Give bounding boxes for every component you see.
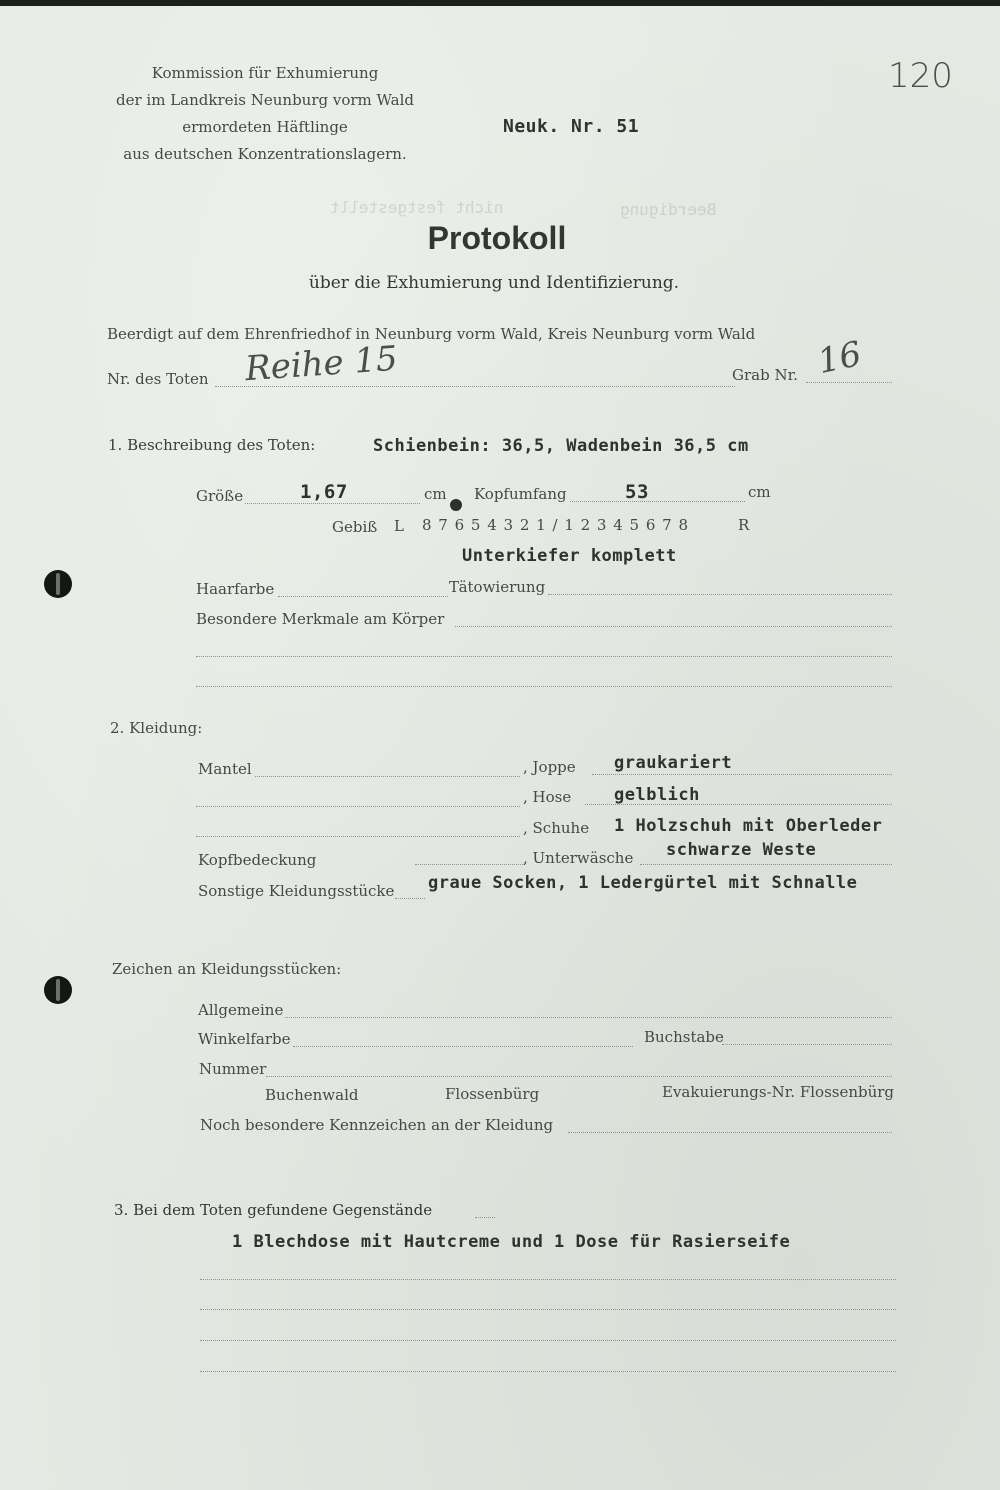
fill-line <box>278 596 448 597</box>
grave-number-value: 16 <box>814 333 865 383</box>
page-subtitle: über die Exhumierung und Identifizierung. <box>308 273 680 293</box>
trousers-label: , Hose <box>523 788 572 806</box>
teeth-left-marker: L <box>394 517 404 535</box>
commission-line: der im Landkreis Neunburg vorm Wald <box>115 91 415 109</box>
fill-line <box>255 776 520 777</box>
size-value: 1,67 <box>300 481 348 503</box>
fill-line <box>245 503 420 504</box>
head-value: 53 <box>625 481 649 503</box>
fill-line <box>200 1371 896 1372</box>
fill-line <box>722 1044 892 1045</box>
dead-number-label: Nr. des Toten <box>107 370 209 388</box>
fill-line <box>196 806 520 807</box>
shoes-value: 1 Holzschuh mit Oberleder <box>614 816 883 836</box>
head-label: Kopfumfang <box>474 485 567 503</box>
commission-line: ermordeten Häftlinge <box>182 118 348 136</box>
fill-line <box>415 864 525 865</box>
bleed-through-text: nicht festgestellt <box>330 198 504 217</box>
section2-heading: 2. Kleidung: <box>110 719 203 737</box>
commission-line: Kommission für Exhumierung <box>151 64 379 82</box>
fill-line <box>568 1132 892 1133</box>
coat-label: Mantel <box>198 760 252 778</box>
other-clothing-label: Sonstige Kleidungsstücke <box>198 882 395 900</box>
found-items: 1 Blechdose mit Hautcreme und 1 Dose für Rasierseife <box>232 1232 791 1252</box>
section3-heading: 3. Bei dem Toten gefundene Gegenstände <box>114 1201 433 1219</box>
teeth-label: Gebiß <box>332 518 378 536</box>
general-label: Allgemeine <box>198 1001 284 1019</box>
punch-hole <box>44 976 72 1004</box>
number-label: Nummer <box>199 1060 267 1078</box>
burial-location: Beerdigt auf dem Ehrenfriedhof in Neunburg vorm Wald, Kreis Neunburg vorm Wald <box>107 325 756 343</box>
bone-measurements: Schienbein: 36,5, Wadenbein 36,5 cm <box>373 436 749 456</box>
flossenburg-label: Flossenbürg <box>445 1085 540 1103</box>
size-label: Größe <box>196 487 244 505</box>
headwear-label: Kopfbedeckung <box>198 851 317 869</box>
fill-line <box>196 656 892 657</box>
shoes-label: , Schuhe <box>523 819 590 837</box>
teeth-chart: 8 7 6 5 4 3 2 1 / 1 2 3 4 5 6 7 8 <box>422 516 690 534</box>
fill-line <box>215 386 735 387</box>
evacuation-number-label: Evakuierungs-Nr. Flossenbürg <box>662 1083 895 1101</box>
fill-line <box>196 686 892 687</box>
jacket-value: graukariert <box>614 753 733 773</box>
body-marks-label: Besondere Merkmale am Körper <box>196 610 445 628</box>
reference-number: Neuk. Nr. 51 <box>503 116 640 137</box>
fill-line <box>285 1017 892 1018</box>
fill-line <box>806 382 892 383</box>
fill-line <box>293 1046 633 1047</box>
fill-line <box>196 836 520 837</box>
grave-number-label: Grab Nr. <box>732 366 798 384</box>
fill-line <box>548 594 892 595</box>
head-unit: cm <box>748 483 771 501</box>
underwear-value: schwarze Weste <box>666 840 817 860</box>
fill-line <box>570 501 745 502</box>
teeth-right-marker: R <box>738 516 750 534</box>
bleed-through-text: Beerdigung <box>620 200 717 219</box>
commission-line: aus deutschen Konzentrationslagern. <box>123 145 407 163</box>
size-unit: cm <box>424 485 447 503</box>
punch-hole <box>44 570 72 598</box>
jacket-label: , Joppe <box>523 758 576 776</box>
section1-heading: 1. Beschreibung des Toten: <box>108 436 316 454</box>
buchenwald-label: Buchenwald <box>265 1086 359 1104</box>
fill-line <box>475 1217 495 1218</box>
tattoo-label: Tätowierung <box>449 578 546 596</box>
fill-line <box>395 898 425 899</box>
fill-line <box>200 1340 896 1341</box>
teeth-note: Unterkiefer komplett <box>462 546 677 566</box>
fill-line <box>200 1279 896 1280</box>
other-clothing-value: graue Socken, 1 Ledergürtel mit Schnalle <box>428 873 858 893</box>
underwear-label: , Unterwäsche <box>523 849 634 867</box>
trousers-value: gelblich <box>614 785 700 805</box>
page-title: Protokoll <box>427 220 567 256</box>
fill-line <box>455 626 892 627</box>
ink-dot <box>450 499 462 511</box>
scan-top-edge <box>0 0 1000 6</box>
dead-number-value: Reihe 15 <box>243 338 399 390</box>
fill-line <box>640 864 892 865</box>
other-marks-label: Noch besondere Kennzeichen an der Kleidung <box>200 1116 554 1134</box>
page-number: 120 <box>888 56 953 96</box>
clothing-marks-heading: Zeichen an Kleidungsstücken: <box>112 960 342 978</box>
commission-block <box>90 60 440 168</box>
fill-line <box>266 1076 892 1077</box>
hair-label: Haarfarbe <box>196 580 275 598</box>
fill-line <box>200 1309 896 1310</box>
triangle-color-label: Winkelfarbe <box>198 1030 291 1048</box>
letter-label: Buchstabe <box>644 1028 724 1046</box>
fill-line <box>592 774 892 775</box>
